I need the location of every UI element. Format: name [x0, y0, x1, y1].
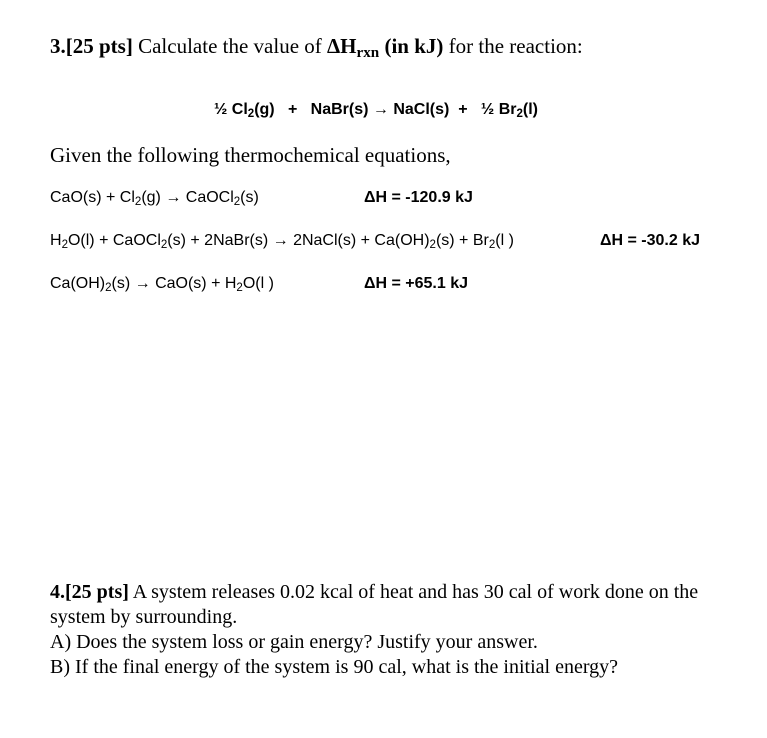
equation-3-enthalpy: ΔH = +65.1 kJ	[364, 275, 469, 292]
reaction-part: ½ Cl	[214, 101, 248, 118]
equation-subscript: 2	[429, 238, 436, 251]
equation-part: (g) → CaOCl	[141, 189, 234, 206]
equation-part: (s)	[240, 189, 259, 206]
reaction-subscript: 2	[516, 107, 523, 120]
q4-text: A system releases 0.02 kcal of heat and has 30 cal of work done on the	[128, 581, 699, 603]
q4-part-a: A) Does the system loss or gain energy? Justify your answer.	[50, 631, 538, 653]
equation-part: Ca(OH)	[50, 275, 106, 292]
q3-text-before: Calculate the value of	[132, 34, 328, 58]
equation-subscript: 2	[61, 238, 68, 251]
q3-rxn-subscript: rxn	[356, 44, 380, 61]
given-statement: Given the following thermochemical equations,	[50, 143, 451, 167]
reaction-part: (g) + NaBr(s) → NaCl(s) + ½ Br	[254, 101, 517, 118]
q3-text-after: for the reaction:	[443, 34, 583, 58]
q3-points: [25 pts]	[65, 34, 133, 58]
q4-part-b: B) If the final energy of the system is 90 cal, what is the initial energy?	[50, 656, 618, 678]
equation-2-enthalpy: ΔH = -30.2 kJ	[600, 232, 700, 249]
equation-part: (s) → CaO(s) + H	[111, 275, 237, 292]
equation-part: O(l) + CaOCl	[67, 232, 161, 249]
equation-part: (l )	[495, 232, 514, 249]
equation-3	[50, 275, 274, 293]
q4-number: 4.	[50, 581, 65, 603]
equation-2	[50, 232, 514, 250]
q3-unit: (in kJ)	[379, 34, 444, 58]
equation-1-enthalpy: ΔH = -120.9 kJ	[364, 189, 473, 206]
equation-subscript: 2	[105, 281, 112, 294]
equation-part: H	[50, 232, 62, 249]
reaction-part: (l)	[522, 101, 538, 118]
target-reaction	[214, 101, 538, 119]
equation-part: O(l )	[242, 275, 274, 292]
question-4	[50, 580, 760, 680]
equation-subscript: 2	[488, 238, 496, 251]
q4-points: [25 pts]	[65, 581, 129, 603]
q3-delta-h: ΔH	[327, 34, 357, 58]
equation-1	[50, 189, 259, 207]
equation-part: CaO(s) + Cl	[50, 189, 135, 206]
equation-subscript: 2	[134, 195, 142, 208]
reaction-subscript: 2	[247, 107, 255, 120]
equation-part: (s) + Br	[435, 232, 489, 249]
question-3-heading	[50, 34, 583, 59]
q4-line-2: system by surrounding.	[50, 606, 238, 628]
q4-line-1	[50, 580, 760, 605]
equation-subscript: 2	[233, 195, 241, 208]
equation-part: (s) + 2NaBr(s) → 2NaCl(s) + Ca(OH)	[167, 232, 430, 249]
q3-number: 3.	[50, 34, 66, 58]
equation-subscript: 2	[160, 238, 168, 251]
equation-subscript: 2	[236, 281, 243, 294]
